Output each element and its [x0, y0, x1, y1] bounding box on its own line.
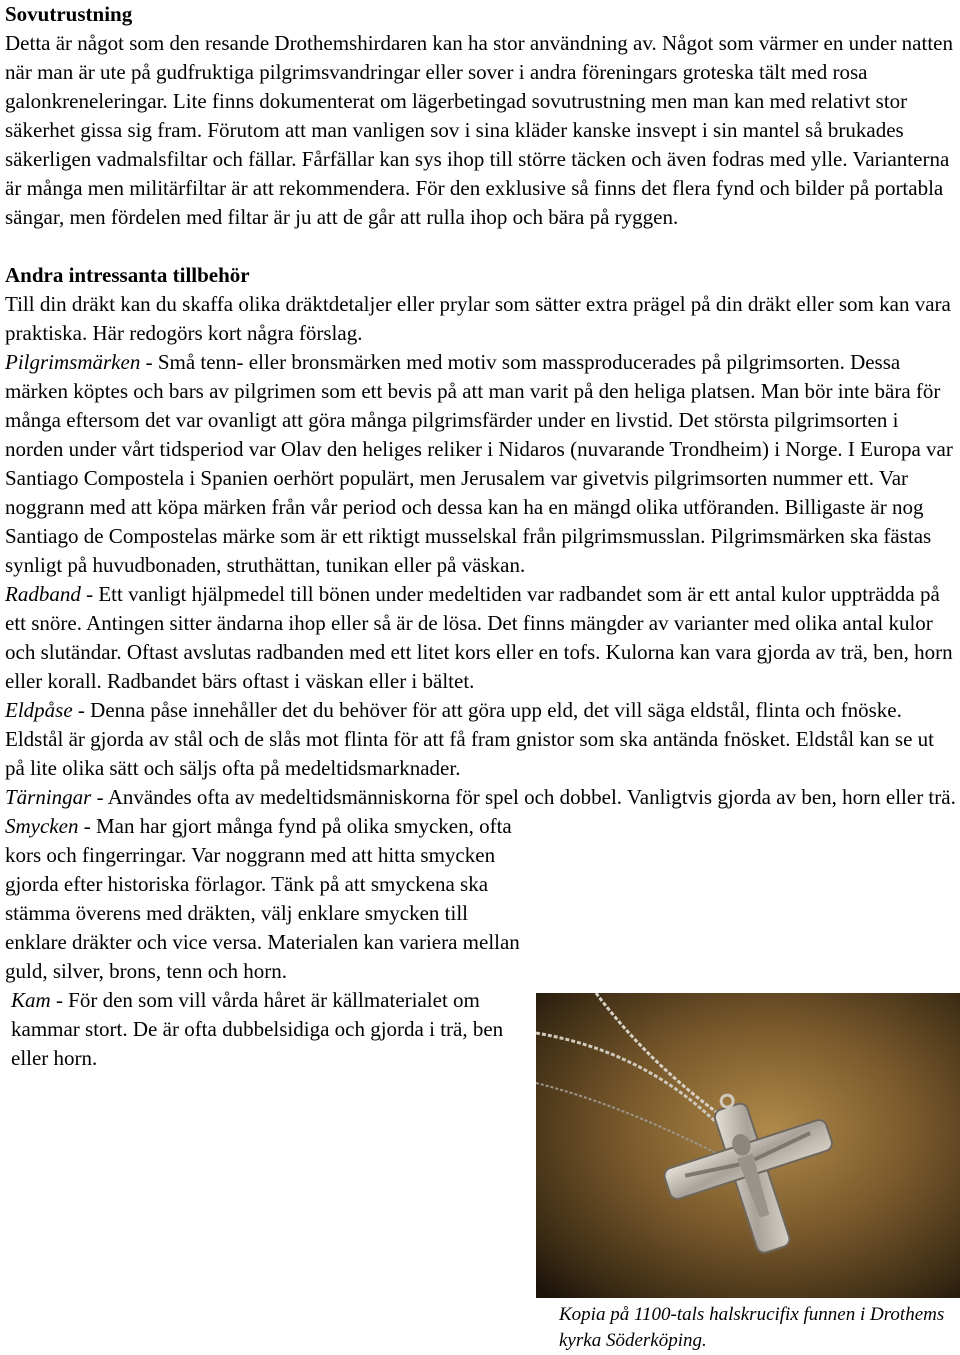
paragraph-intro: Till din dräkt kan du skaffa olika dräktdetaljer eller prylar som sätter extra prägel på din dräkt eller som kan vara praktiska. Här redogörs kort några förslag.: [5, 292, 951, 345]
paragraph-sovutrustning: Detta är något som den resande Drothemshirdaren kan ha stor användning av. Något som värmer en under natten när man är ute på gudfruktiga pilgrimsvandringar eller sover i andra föreningars groteska tält med rosa galonkreneleringar. Lite finns dokumenterat om lägerbetingad sovutrustning men man kan med relativt stor säkerhet gissa sig fram. Förutom att man vanligen sov i sina kläder kanske insvept i sin mantel så brukades säkerligen vadmalsfiltar och fällar. Fårfällar kan sys ihop till större täcken och även fodras med ylle. Varianterna är många men militärfiltar är att rekommendera. För den exklusive så finns det flera fynd och bilder på portabla sängar, men fördelen med filtar är ju att de går att rulla ihop och bära på ryggen.: [5, 31, 953, 229]
term: Tärningar: [5, 785, 92, 809]
term: Pilgrimsmärken: [5, 350, 141, 374]
item-kam: Kam - För den som vill vårda håret är källmaterialet om kammar stort. De är ofta dubbelsidiga och gjorda i trä, ben eller horn.: [11, 988, 504, 1070]
term: Eldpåse: [5, 698, 73, 722]
heading-tillbehor: Andra intressanta tillbehör: [5, 263, 250, 287]
item-smycken: Smycken - Man har gjort många fynd på olika smycken, ofta kors och fingerringar. Var noggrann med att hitta smycken gjorda efter historiska förlagor. Tänk på att smyckena ska stämma överens med dräkten, välj enklare smycken till enklare dräkter och vice versa. Materialen kan variera mellan guld, silver, brons, tenn och horn.: [5, 814, 520, 983]
item-eldpase: Eldpåse - Denna påse innehåller det du behöver för att göra upp eld, det vill säga eldstål, flinta och fnöske. Eldstål är gjorda av stål och de slås mot flinta för att få fram gnistor som ska antända fnösket. Eldstål kan se ut på lite olika sätt och säljs ofta på medeltidsmarknader.: [5, 698, 935, 780]
left-column: [5, 812, 535, 1073]
figure-caption: Kopia på 1100-tals halskrucifix funnen i Drothems kyrka Söderköping.: [559, 1304, 945, 1351]
item-radband: Radband - Ett vanligt hjälpmedel till bönen under medeltiden var radbandet som är ett antal kulor uppträdda på ett snöre. Antingen sitter ändarna ihop eller så är de lösa. Det finns mängder av varianter med olika antal kulor och slutändar. Oftast avslutas radbanden med ett litet kors eller en tofs. Kulorna kan vara gjorda av trä, ben, horn eller korall. Radbandet bärs oftast i väskan eller i bältet.: [5, 582, 953, 693]
heading-sovutrustning: Sovutrustning: [5, 2, 133, 26]
item-pilgrimsmarken: Pilgrimsmärken - Små tenn- eller bronsmärken med motiv som massproducerades på pilgrimsorten. Dessa märken köptes och bars av pilgrimen som ett bevis på att man varit på den heliga platsen. Man bör inte bära för många eftersom det var ovanligt att göra många pilgrimsfärder under en livstid. Det största pilgrimsorten i norden under vårt tidsperiod var Olav den heliges reliker i Nidaros (nuvarande Trondheim) i Norge. I Europa var Santiago Compostela i Spanien oerhört populärt, men Jerusalem var givetvis pilgrimsorten nummer ett. Var noggrann med att köpa märken från vår period och dessa kan ha en mängd olika utföranden. Billigaste är nog Santiago de Compostelas märke som är ett riktigt musselskal från pilgrimsmusslan. Pilgrimsmärken ska fästas synligt på huvudbonaden, struthättan, tunikan eller på väskan.: [5, 350, 953, 577]
term: Smycken: [5, 814, 79, 838]
crucifix-image: [536, 993, 960, 1298]
crucifix-photo: [536, 993, 960, 1298]
term: Kam: [11, 988, 51, 1012]
term: Radband: [5, 582, 81, 606]
item-tarningar: Tärningar - Användes ofta av medeltidsmänniskorna för spel och dobbel. Vanligtvis gjorda av ben, horn eller trä.: [5, 785, 956, 809]
document-page: [5, 0, 957, 1073]
